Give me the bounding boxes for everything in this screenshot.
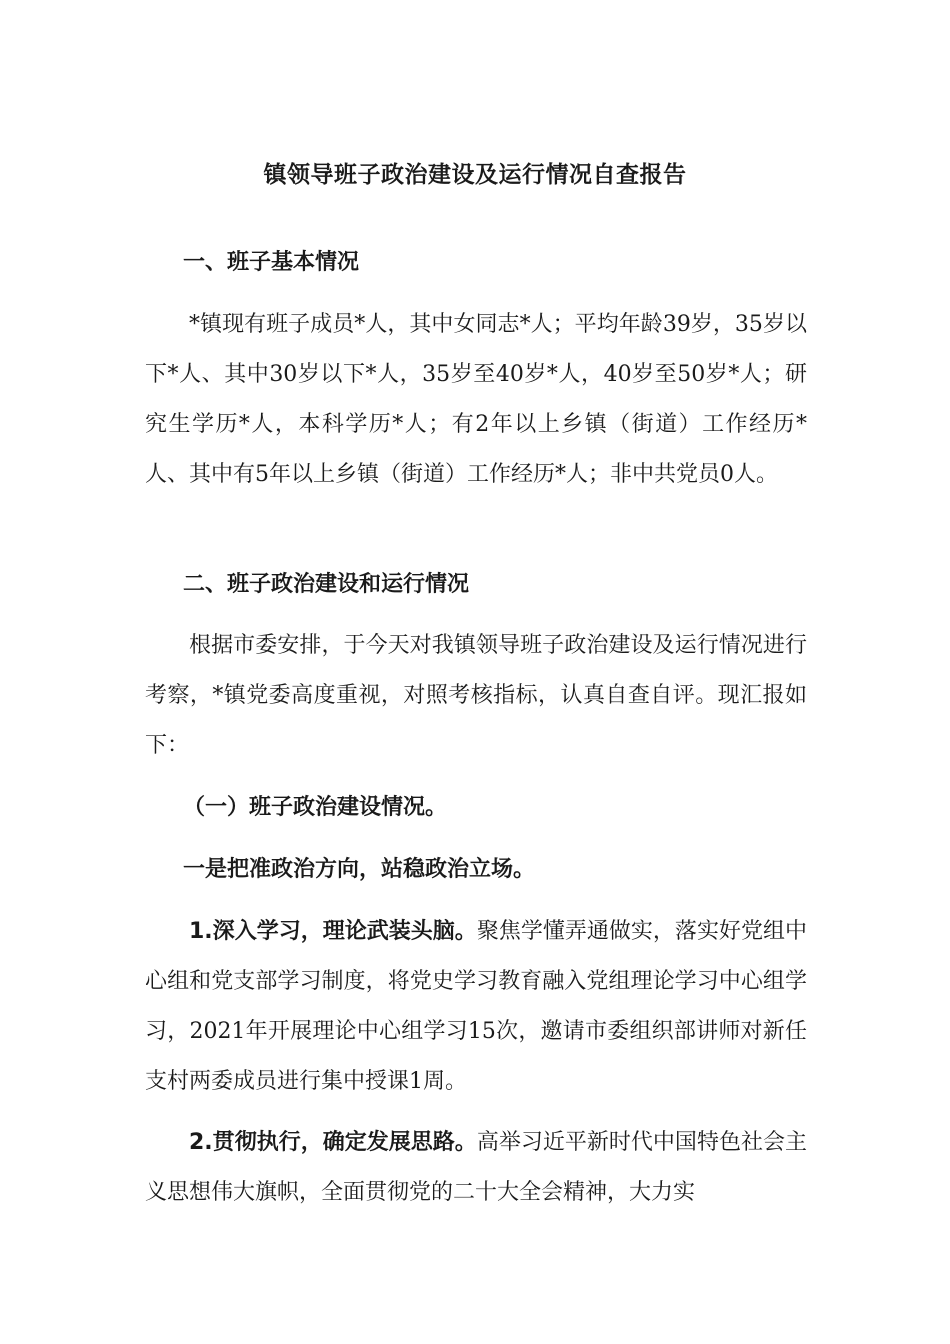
subsection-heading-1: （一）班子政治建设情况。 xyxy=(183,795,448,820)
paragraph-item-1 xyxy=(145,907,807,1107)
document-title: 镇领导班子政治建设及运行情况自查报告 xyxy=(263,162,687,188)
item-2-lead: 2.贯彻执行，确定发展思路。 xyxy=(189,1130,477,1155)
item-1-body: 聚焦学懂弄通做实，落实好党组中心组和党支部学习制度，将党史学习教育融入党组理论学习中心组学习，2021年开展理论中心组学习15次，邀请市委组织部讲师对新任支村两委成员进行集中授课1周。 xyxy=(145,919,807,1094)
paragraph-inspection-intro: 根据市委安排，于今天对我镇领导班子政治建设及运行情况进行考察，*镇党委高度重视，对照考核指标，认真自查自评。现汇报如下： xyxy=(145,633,807,758)
item-1-lead: 1.深入学习，理论武装头脑。 xyxy=(189,919,477,944)
section-heading-political-construction: 二、班子政治建设和运行情况 xyxy=(183,572,470,597)
section-heading-basic-info: 一、班子基本情况 xyxy=(183,250,360,275)
point-heading-1: 一是把准政治方向，站稳政治立场。 xyxy=(183,857,536,882)
paragraph-item-2 xyxy=(145,1118,807,1218)
item-2-body: 高举习近平新时代中国特色社会主义思想伟大旗帜，全面贯彻党的二十大全会精神，大力实 xyxy=(145,1130,807,1205)
paragraph-basic-info: *镇现有班子成员*人，其中女同志*人；平均年龄39岁，35岁以下*人、其中30岁以下*人，35岁至40岁*人，40岁至50岁*人；研究生学历*人，本科学历*人；有2年以上乡镇（街道）工作经历*人、其中有5年以上乡镇（街道）工作经历*人；非中共党员0人。 xyxy=(145,312,807,487)
